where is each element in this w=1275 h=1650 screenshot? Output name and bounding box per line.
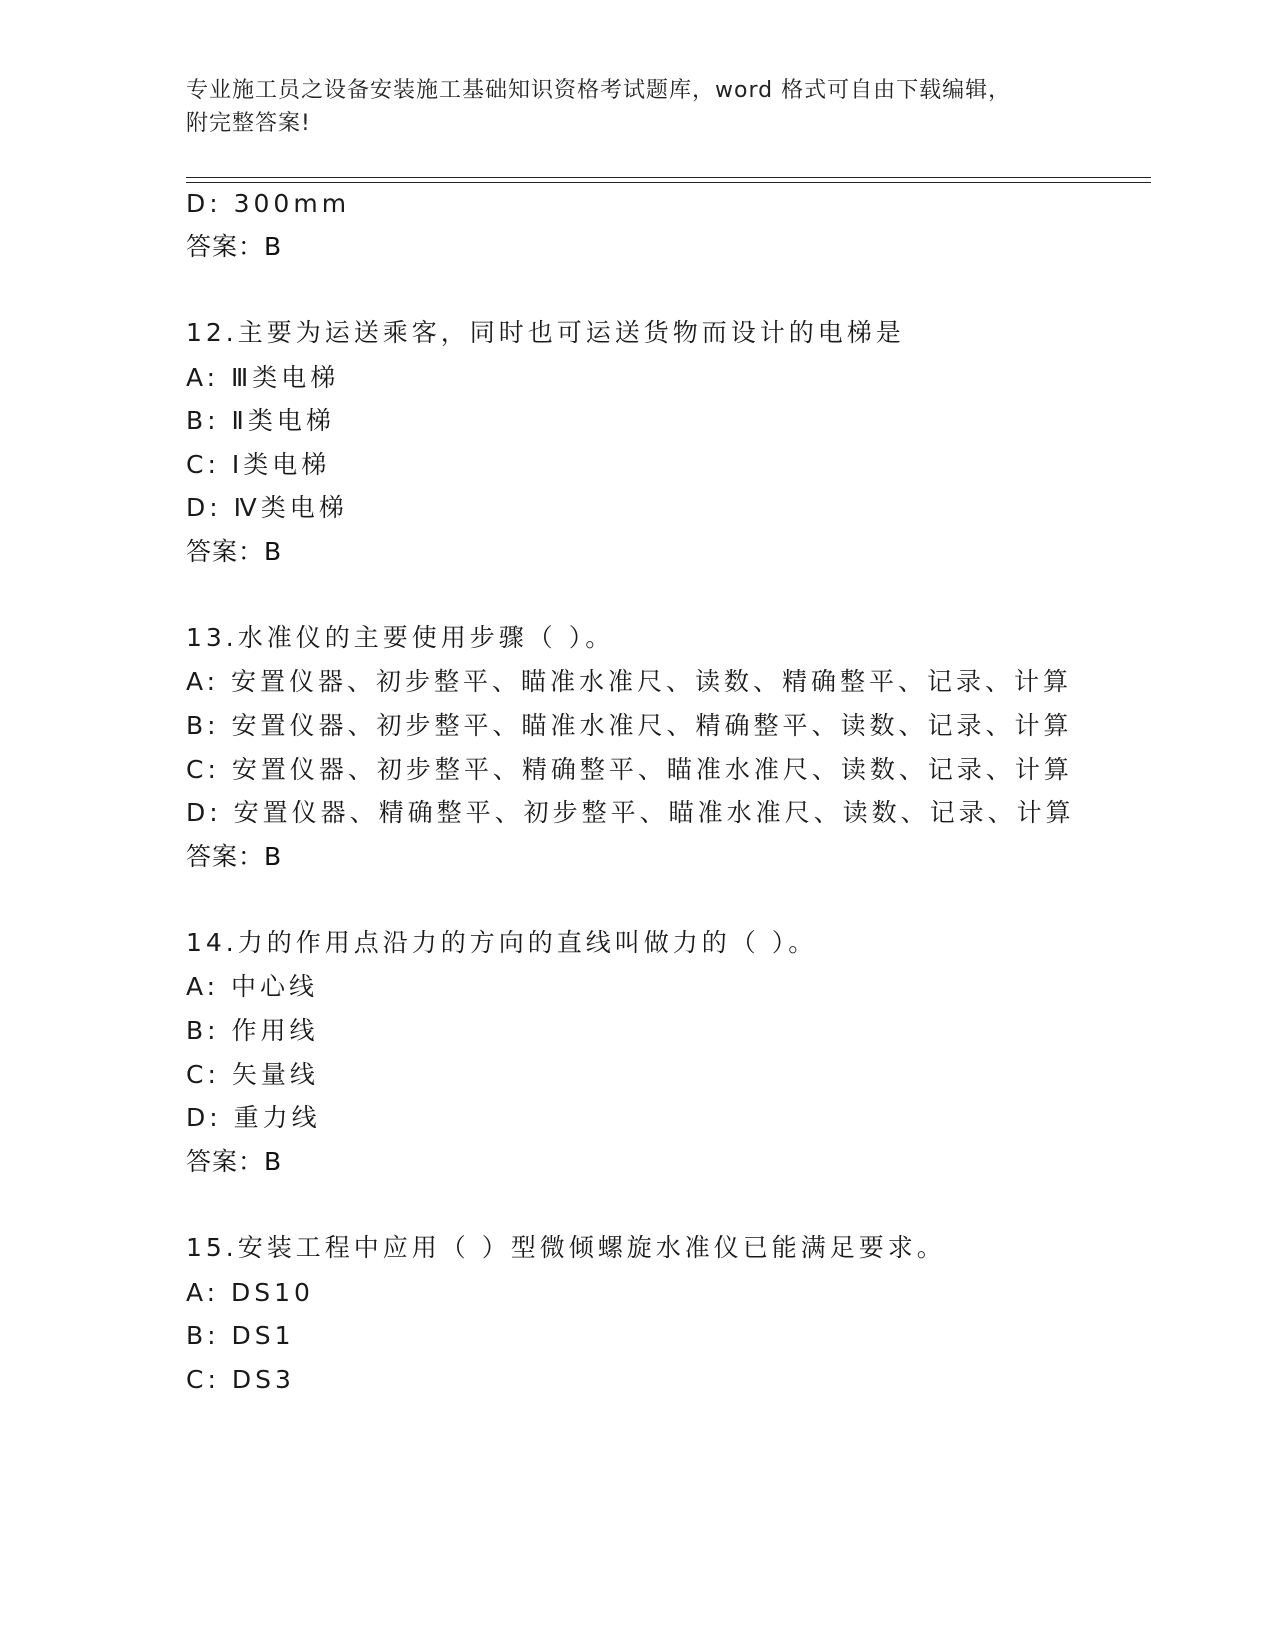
question-13-answer: 答案：B [186, 842, 283, 871]
prev-question-answer: 答案：B [186, 232, 283, 261]
question-15-title: 15.安装工程中应用（ ）型微倾螺旋水准仪已能满足要求。 [186, 1233, 946, 1262]
header-line-1: 专业施工员之设备安装施工基础知识资格考试题库，word 格式可自由下载编辑， [186, 78, 1012, 103]
header-divider-top [186, 177, 1151, 178]
question-14-option-c: C: 矢量线 [186, 1060, 319, 1089]
question-13-option-a: A: 安置仪器、初步整平、瞄准水准尺、读数、精确整平、记录、计算 [186, 667, 1073, 696]
prev-question-option-d: D: 300mm [186, 189, 351, 218]
question-12-title: 12.主要为运送乘客，同时也可运送货物而设计的电梯是 [186, 318, 905, 347]
question-14-option-a: A: 中心线 [186, 972, 319, 1001]
question-14-answer: 答案：B [186, 1147, 283, 1176]
question-12-answer: 答案：B [186, 537, 283, 566]
question-15-option-b: B: DS1 [186, 1321, 295, 1350]
question-14-title: 14.力的作用点沿力的方向的直线叫做力的（ ）。 [186, 928, 818, 957]
question-13-title: 13.水准仪的主要使用步骤（ ）。 [186, 623, 615, 652]
question-12-option-a: A: Ⅲ类电梯 [186, 363, 340, 392]
header-line-2: 附完整答案! [186, 111, 311, 136]
question-12-option-c: C: Ⅰ类电梯 [186, 450, 331, 479]
question-14-option-b: B: 作用线 [186, 1016, 319, 1045]
question-12-option-d: D: Ⅳ类电梯 [186, 493, 348, 522]
question-15-option-c: C: DS3 [186, 1365, 295, 1394]
question-13-option-b: B: 安置仪器、初步整平、瞄准水准尺、精确整平、读数、记录、计算 [186, 711, 1073, 740]
question-15-option-a: A: DS10 [186, 1278, 314, 1307]
question-14-option-d: D: 重力线 [186, 1103, 321, 1132]
question-13-option-c: C: 安置仪器、初步整平、精确整平、瞄准水准尺、读数、记录、计算 [186, 755, 1073, 784]
question-13-option-d: D: 安置仪器、精确整平、初步整平、瞄准水准尺、读数、记录、计算 [186, 798, 1075, 827]
question-12-option-b: B: Ⅱ类电梯 [186, 406, 335, 435]
page-header [186, 74, 1086, 140]
header-divider-bottom [186, 182, 1151, 183]
